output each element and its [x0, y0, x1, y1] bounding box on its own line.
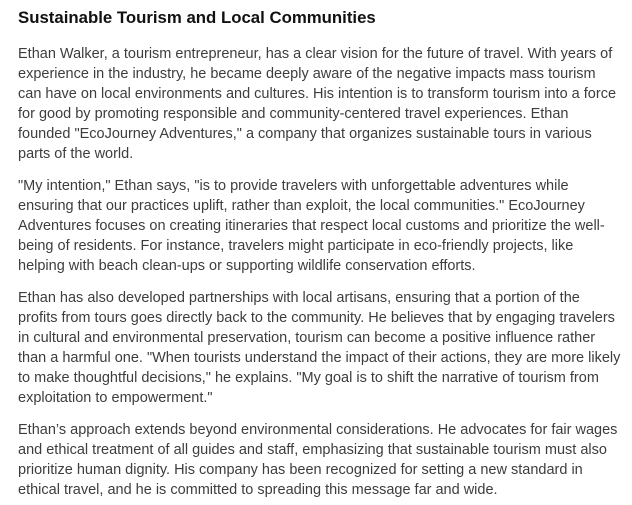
document-body — [18, 44, 632, 500]
paragraph-4: Ethan’s approach extends beyond environmental considerations. He advocates for fair wages and ethical treatment of all guides and staff, emphasizing that sustainable tourism must also prioritize human dignity. His company has been recognized for setting a new standard in ethical travel, and he is committed to spreading this message far and wide. — [18, 422, 618, 498]
paragraph-2: "My intention," Ethan says, "is to provide travelers with unforgettable adventures while ensuring that our practices uplift, rather than exploit, the local communities." EcoJourney Adventures focuses on creating itineraries that respect local customs and prioritize the well-being of residents. For instance, travelers might participate in eco-friendly projects, like helping with beach clean-ups or supporting wildlife conservation efforts. — [18, 178, 605, 274]
document-title: Sustainable Tourism and Local Communities — [18, 8, 376, 27]
paragraph-1: Ethan Walker, a tourism entrepreneur, has a clear vision for the future of travel. With years of experience in the industry, he became deeply aware of the negative impacts mass tourism can have on local environments and cultures. His intention is to transform tourism into a force for good by promoting responsible and community-centered travel experiences. Ethan founded "EcoJourney Adventures," a company that organizes sustainable tours in various parts of the world. — [18, 46, 617, 162]
paragraph-3: Ethan has also developed partnerships with local artisans, ensuring that a portion of the profits from tours goes directly back to the community. He believes that by engaging travelers in cultural and environmental preservation, tourism can become a positive influence rather than a harmful one. "When tourists understand the impact of their actions, they are more likely to make thoughtful decisions," he explains. "My goal is to shift the narrative of tourism from exploitation to empowerment." — [18, 290, 621, 406]
